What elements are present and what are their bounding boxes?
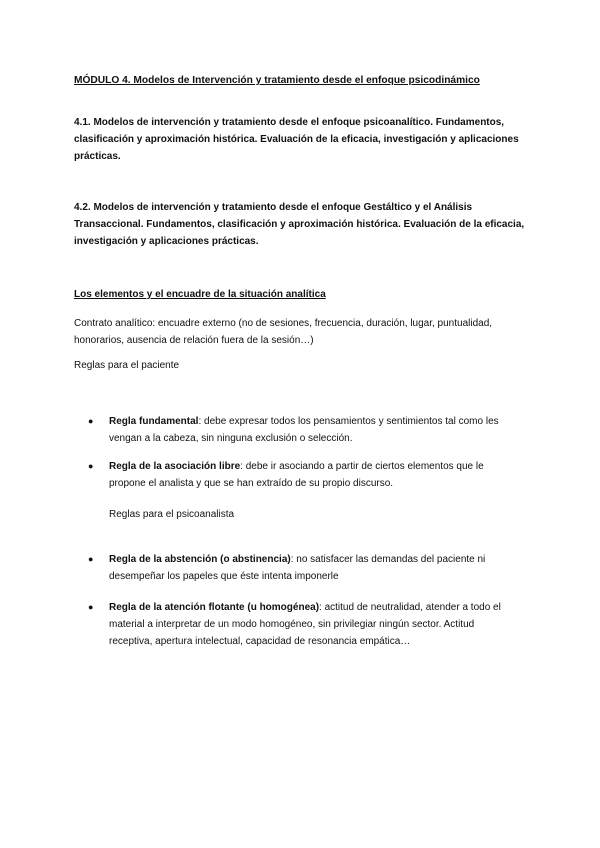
rule-term: Regla de la asociación libre bbox=[109, 461, 241, 472]
list-item-text bbox=[109, 551, 509, 585]
list-item-text bbox=[109, 458, 509, 492]
rule-term: Regla de la abstención (o abstinencia) bbox=[109, 554, 291, 565]
contract-paragraph: Contrato analítico: encuadre externo (no de sesiones, frecuencia, duración, lugar, puntualidad, honorarios, ausencia de relación fuera de la sesión…) bbox=[74, 318, 493, 346]
heading-4-2: 4.2. Modelos de intervención y tratamiento desde el enfoque Gestáltico y el Análisis Transaccional. Fundamentos, clasificación y aproximación histórica. Evaluación de la eficacia, investigación y aplicaciones prácticas. bbox=[74, 202, 525, 247]
bullet-icon: ● bbox=[88, 461, 94, 471]
rule-description: : actitud de neutralidad, atender a todo el material a interpretar de un modo homogéneo, sin privilegiar ningún sector. Actitud receptiva, apertura intelectual, capacidad de resonancia empática… bbox=[109, 602, 501, 647]
section-title: Los elementos y el encuadre de la situación analítica bbox=[74, 289, 326, 300]
bullet-icon: ● bbox=[88, 602, 94, 612]
rule-term: Regla de la atención flotante (u homogénea) bbox=[109, 602, 320, 613]
analyst-rules-label: Reglas para el psicoanalista bbox=[109, 509, 235, 520]
heading-4-1: 4.1. Modelos de intervención y tratamiento desde el enfoque psicoanalítico. Fundamentos, clasificación y aproximación histórica. Evaluación de la eficacia, investigación y aplicaciones prácticas. bbox=[74, 117, 519, 162]
patient-rules-label: Reglas para el paciente bbox=[74, 360, 180, 371]
bullet-icon: ● bbox=[88, 554, 94, 564]
bullet-icon: ● bbox=[88, 416, 94, 426]
module-title: MÓDULO 4. Modelos de Intervención y tratamiento desde el enfoque psicodinámico bbox=[74, 75, 480, 86]
rule-description: : no satisfacer las demandas del paciente ni desempeñar los papeles que éste intenta imponerle bbox=[109, 554, 486, 582]
rule-description: : debe expresar todos los pensamientos y sentimientos tal como les vengan a la cabeza, sin ninguna exclusión o selección. bbox=[109, 416, 499, 444]
rule-description: : debe ir asociando a partir de ciertos elementos que le propone el analista y que se han extraído de su propio discurso. bbox=[109, 461, 484, 489]
rule-term: Regla fundamental bbox=[109, 416, 199, 427]
list-item-text bbox=[109, 413, 509, 447]
list-item-text bbox=[109, 599, 509, 650]
